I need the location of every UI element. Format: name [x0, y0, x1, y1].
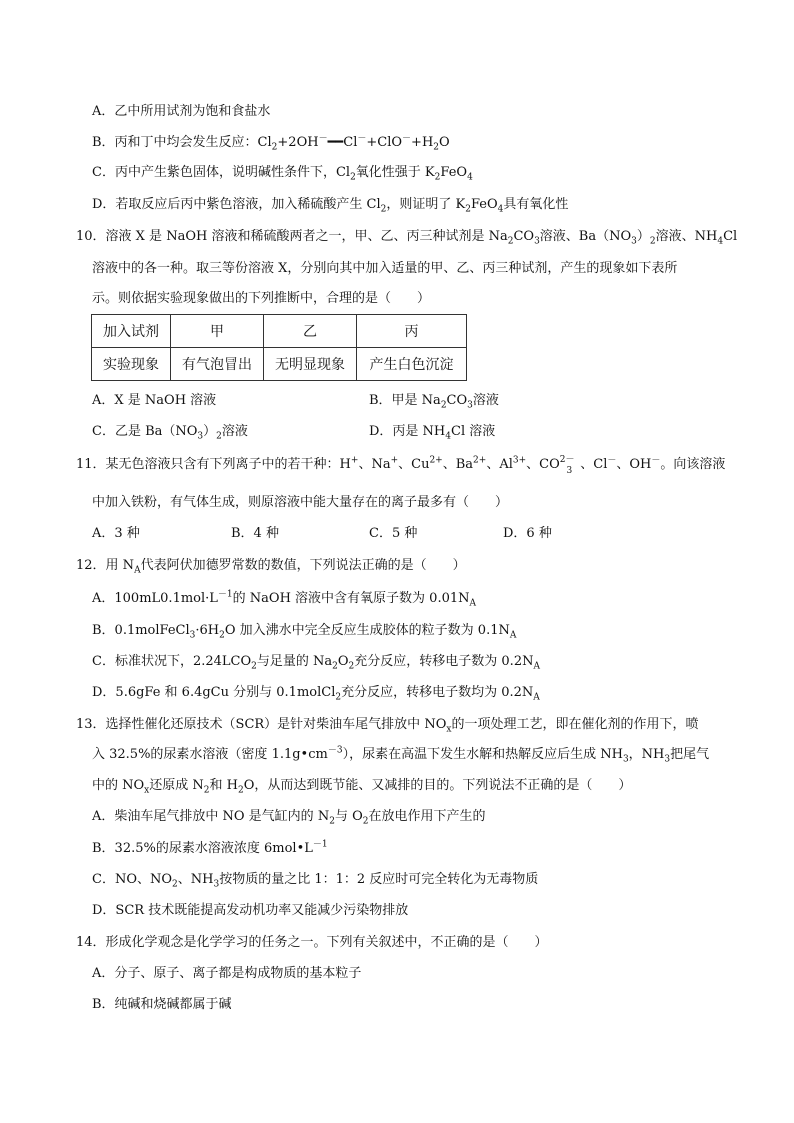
table-row	[92, 348, 467, 381]
table-cell: 无明显现象	[264, 348, 357, 381]
table-cell: 甲	[171, 315, 264, 348]
q9-option-b: B．丙和丁中均会发生反应：$Cl_2+2OH^-━━Cl^-+ClO^-+H_2O$	[92, 133, 450, 153]
q12-option-a: A．$100mL0.1mol\cdot L^{-1}$的 NaOH 溶液中含有氧原子数为 $0.01N_A$	[92, 589, 476, 609]
table-cell: 产生白色沉淀	[357, 348, 467, 381]
q14-stem: 14．形成化学观念是化学学习的任务之一。下列有关叙述中，不正确的是（ ）	[76, 935, 548, 950]
carbonate-ion: $CO^{2-}_3$	[539, 455, 575, 476]
q10-option-a: A．X 是 NaOH 溶液	[92, 393, 217, 408]
q9-option-d: D．若取反应后丙中紫色溶液，加入稀硫酸产生 $Cl_2$，则证明了 $K_2FeO_4$具有氧化性	[92, 197, 569, 215]
table-cell: 加入试剂	[92, 315, 171, 348]
q12-option-d: D．5.6gFe 和 6.4gCu 分别与 0.1molCl$_2$充分反应，转移电子数均为 $0.2N_A$	[92, 685, 540, 703]
q11-stem-line1: 11．某无色溶液只含有下列离子中的若干种：H+、Na+、$Cu^{2+}$、$Ba^{2+}$、$Al^{3+}$、$CO^{2-}_3$ 、Cl－、OH－。向该溶液	[76, 455, 726, 476]
q10-option-c: C．乙是 $Ba(NO_3)_2$溶液	[92, 424, 248, 442]
q13-option-b: B．32.5%的尿素水溶液浓度 $6mol•L^{-1}$	[92, 839, 328, 856]
q13-option-d: D．SCR 技术既能提高发动机功率又能减少污染物排放	[92, 903, 409, 918]
q14-option-b: B．纯碱和烧碱都属于碱	[92, 997, 232, 1012]
q12-option-c: C．标准状况下，$2.24LCO_2$与足量的 $Na_2O_2$充分反应，转移电子数为 $0.2N_A$	[92, 654, 540, 672]
q10-option-d: D．丙是 $NH_4Cl$ 溶液	[369, 424, 496, 442]
q11-stem-line2: 中加入铁粉，有气体生成，则原溶液中能大量存在的离子最多有（ ）	[92, 495, 509, 510]
q13-option-a: A．柴油车尾气排放中 NO 是气缸内的 $N_2$与 $O_2$在放电作用下产生的	[92, 809, 486, 827]
q12-option-b: B．$0.1molFeCl_3\cdot 6H_2O$ 加入沸水中完全反应生成胶体的粒子数为 $0.1N_A$	[92, 623, 517, 641]
q10-table	[91, 314, 467, 381]
q11-option-a: A．3 种	[92, 526, 140, 541]
q10-option-b: B．甲是 $Na_2CO_3$溶液	[369, 393, 499, 411]
q13-option-c: C．NO、$NO_2$、$NH_3$按物质的量之比 1：1：2 反应时可完全转化为无毒物质	[92, 872, 539, 890]
table-cell: 实验现象	[92, 348, 171, 381]
q10-stem-line2: 溶液中的各一种。取三等份溶液 X，分别向其中加入适量的甲、乙、丙三种试剂，产生的现象如下表所	[92, 261, 678, 276]
q11-option-d: D．6 种	[503, 526, 552, 541]
q9-option-a: A．乙中所用试剂为饱和食盐水	[92, 104, 271, 119]
q13-stem-line3: 中的 $NO_x$还原成 $N_2$和 $H_2O$，从而达到既节能、又减排的目的。下列说法不正确的是（ ）	[92, 778, 632, 796]
table-row	[92, 315, 467, 348]
q12-stem: 12．用 $N_A$代表阿伏加德罗常数的数值，下列说法正确的是（ ）	[76, 558, 466, 576]
q13-stem-line2: 入 32.5%的尿素水溶液（密度 $1.1g•cm^{-3}$），尿素在高温下发生水解和热解反应后生成 $NH_3$，$NH_3$把尾气	[92, 745, 710, 765]
table-cell: 乙	[264, 315, 357, 348]
q10-stem-line3: 示。则依据实验现象做出的下列推断中，合理的是（ ）	[92, 291, 431, 306]
q11-option-b: B．4 种	[231, 526, 279, 541]
q14-option-a: A．分子、原子、离子都是构成物质的基本粒子	[92, 966, 362, 981]
q13-stem-line1: 13．选择性催化还原技术（SCR）是针对柴油车尾气排放中 $NO_x$的一项处理工艺，即在催化剂的作用下，喷	[76, 717, 699, 735]
q11-option-c: C．5 种	[369, 526, 418, 541]
q10-stem-line1: 10．溶液 X 是 NaOH 溶液和稀硫酸两者之一，甲、乙、丙三种试剂是 $Na_2CO_3$溶液、$Ba(NO_3)_2$溶液、$NH_4Cl$	[76, 229, 738, 247]
table-cell: 有气泡冒出	[171, 348, 264, 381]
q9-option-c: C．丙中产生紫色固体，说明碱性条件下，$Cl_2$氧化性强于 $K_2FeO_4$	[92, 165, 473, 183]
table-cell: 丙	[357, 315, 467, 348]
